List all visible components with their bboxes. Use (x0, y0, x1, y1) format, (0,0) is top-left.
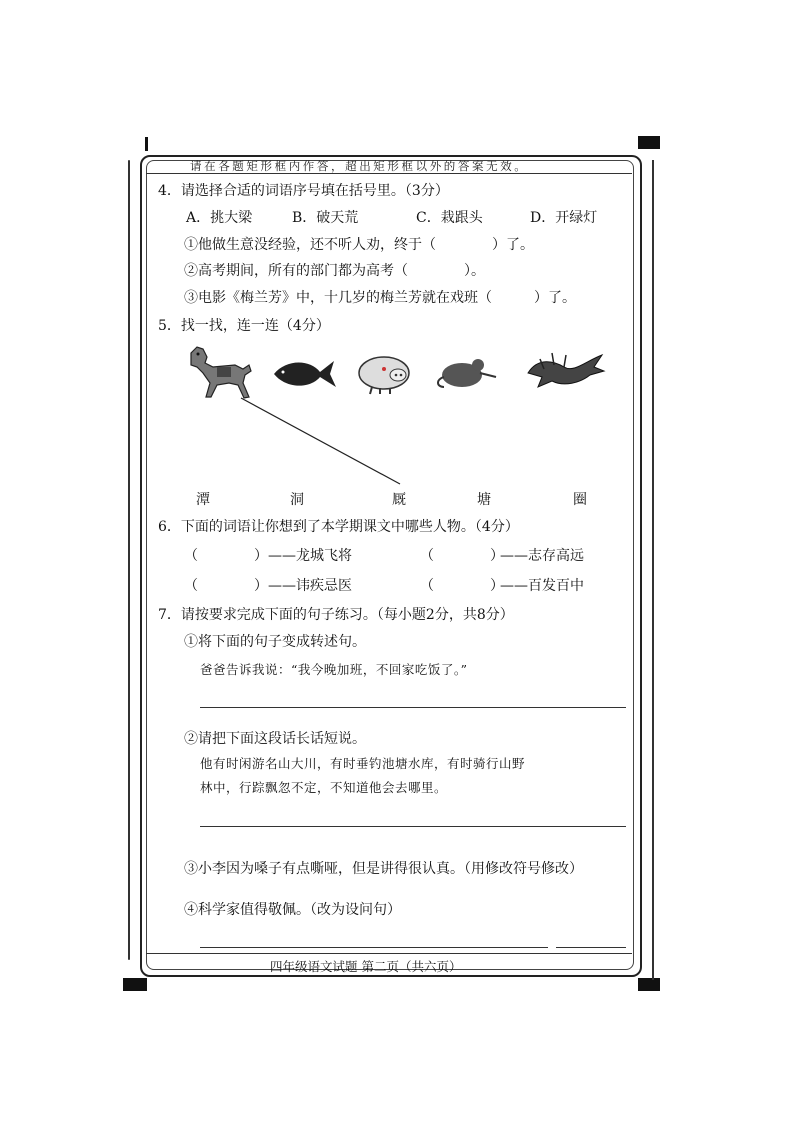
q7-sub2: ②请把下面这段话长话短说。 (184, 731, 366, 747)
q5-word-5[interactable]: 圈 (573, 492, 587, 508)
q7-title: 7．请按要求完成下面的句子练习。（每小题2分，共8分） (158, 607, 514, 623)
q4-option-b: B．破天荒 (292, 210, 359, 226)
q6-word-2: ——志存高远 (500, 548, 584, 564)
q4-sentence-1[interactable]: ①他做生意没经验，还不听人劝，终于（ ）了。 (184, 237, 534, 253)
q6-title: 6．下面的词语让你想到了本学期课文中哪些人物。（4分） (158, 519, 519, 535)
answer-notice: 请在各题矩形框内作答，超出矩形框以外的答案无效。 (190, 159, 529, 173)
q7-sub2-answer-line[interactable] (200, 826, 626, 827)
q7-sub4-answer-line-1[interactable] (200, 947, 548, 948)
q4-option-a: A．挑大梁 (186, 210, 253, 226)
q5-word-4[interactable]: 塘 (477, 492, 491, 508)
footer-divider (146, 953, 632, 954)
q5-title: 5．找一找，连一连（4分） (158, 318, 330, 334)
q6-word-1: ——龙城飞将 (268, 548, 352, 564)
q6-word-4: ——百发百中 (500, 578, 584, 594)
q6-blank-4[interactable]: （ ） (420, 578, 504, 594)
q5-word-1[interactable]: 潭 (196, 492, 210, 508)
q4-title: 4．请选择合适的词语序号填在括号里。（3分） (158, 183, 449, 199)
q7-sub4: ④科学家值得敬佩。（改为设问句） (184, 902, 401, 918)
q6-blank-2[interactable]: （ ） (420, 548, 504, 564)
page-footer: 四年级语文试题 第二页（共六页） (270, 959, 462, 974)
q7-sub1-text: 爸爸告诉我说：“我今晚加班，不回家吃饭了。” (200, 662, 468, 677)
q4-option-d: D．开绿灯 (530, 210, 598, 226)
q4-option-c: C．栽跟头 (416, 210, 483, 226)
q6-blank-1[interactable]: （ ） (184, 548, 268, 564)
q7-sub4-answer-line-2[interactable] (556, 947, 626, 948)
q4-sentence-2[interactable]: ②高考期间，所有的部门都为高考（ ）。 (184, 263, 485, 279)
q7-sub1: ①将下面的句子变成转述句。 (184, 634, 366, 650)
q5-word-2[interactable]: 洞 (290, 492, 304, 508)
q7-sub3[interactable]: ③小李因为嗓子有点嘶哑，但是讲得很认真。（用修改符号修改） (184, 861, 583, 877)
q7-sub1-answer-line[interactable] (200, 707, 626, 708)
q7-sub2-text-line1: 他有时闲游名山大川，有时垂钓池塘水库，有时骑行山野 (200, 756, 526, 771)
q6-word-3: ——讳疾忌医 (268, 578, 352, 594)
q6-blank-3[interactable]: （ ） (184, 578, 268, 594)
q7-sub2-text-line2: 林中，行踪飘忽不定，不知道他会去哪里。 (200, 780, 448, 795)
q4-sentence-3[interactable]: ③电影《梅兰芳》中，十几岁的梅兰芳就在戏班（ ）了。 (184, 290, 576, 306)
q5-word-3[interactable]: 厩 (392, 492, 406, 508)
